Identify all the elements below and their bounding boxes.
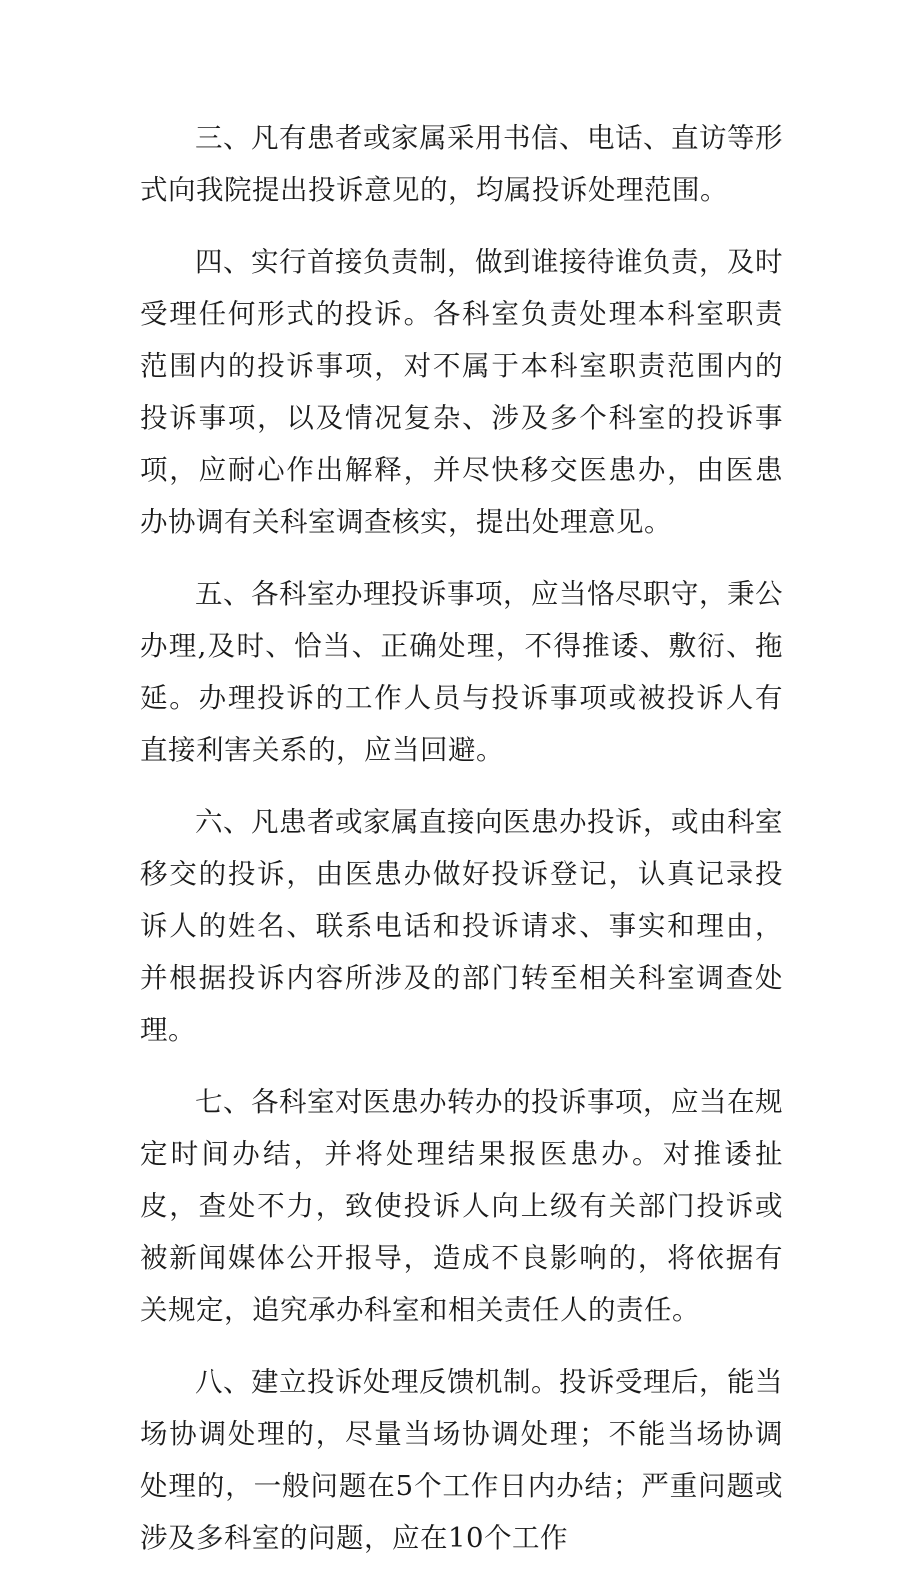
paragraph-7: 七、各科室对医患办转办的投诉事项，应当在规定时间办结，并将处理结果报医患办。对推诿扯皮，查处不力，致使投诉人向上级有关部门投诉或被新闻媒体公开报导，造成不良影响的，将依据有关规定，追究承办科室和相关责任人的责任。 bbox=[140, 1086, 783, 1326]
paragraph-3: 三、凡有患者或家属采用书信、电话、直访等形式向我院提出投诉意见的，均属投诉处理范围。 bbox=[140, 122, 783, 206]
document-page bbox=[140, 112, 783, 1584]
paragraph-4: 四、实行首接负责制，做到谁接待谁负责，及时受理任何形式的投诉。各科室负责处理本科室职责范围内的投诉事项，对不属于本科室职责范围内的投诉事项，以及情况复杂、涉及多个科室的投诉事项，应耐心作出解释，并尽快移交医患办，由医患办协调有关科室调查核实，提出处理意见。 bbox=[140, 246, 783, 538]
paragraph-8: 八、建立投诉处理反馈机制。投诉受理后，能当场协调处理的，尽量当场协调处理；不能当场协调处理的，一般问题在5个工作日内办结；严重问题或涉及多科室的问题，应在10个工作 bbox=[140, 1366, 783, 1554]
paragraph-6: 六、凡患者或家属直接向医患办投诉，或由科室移交的投诉，由医患办做好投诉登记，认真记录投诉人的姓名、联系电话和投诉请求、事实和理由，并根据投诉内容所涉及的部门转至相关科室调查处理。 bbox=[140, 806, 783, 1046]
paragraph-5: 五、各科室办理投诉事项，应当恪尽职守，秉公办理,及时、恰当、正确处理，不得推诿、敷衍、拖延。办理投诉的工作人员与投诉事项或被投诉人有直接利害关系的，应当回避。 bbox=[140, 578, 783, 766]
